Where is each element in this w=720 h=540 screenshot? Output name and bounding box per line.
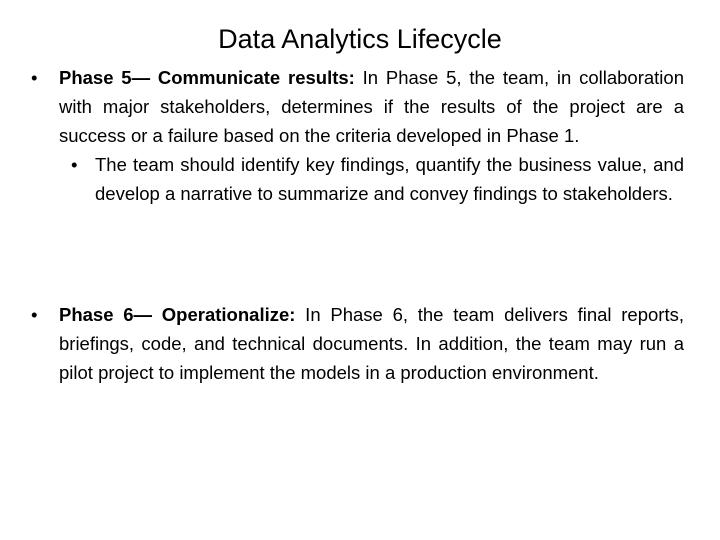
sub-bullet-key-findings — [71, 150, 684, 208]
bullet-marker: • — [31, 304, 38, 325]
bullet-text-phase-6: In Phase 6, the team delivers final reports, briefings, code, and technical documents. In addition, the team may run a pilot project to implement the models in a production environment. — [59, 304, 684, 383]
bullet-heading-phase-6: Phase 6— Operationalize: — [59, 304, 296, 325]
sub-bullet-marker: • — [71, 154, 78, 175]
bullet-phase-6 — [31, 300, 684, 387]
slide-title: Data Analytics Lifecycle — [218, 24, 502, 54]
sub-bullet-text-key-findings: The team should identify key findings, quantify the business value, and develop a narrative to summarize and convey findings to stakeholders. — [95, 154, 684, 204]
bullet-heading-phase-5: Phase 5— Communicate results: — [59, 67, 355, 88]
bullet-marker: • — [31, 67, 38, 88]
bullet-text-phase-5: In Phase 5, the team, in collaboration with major stakeholders, determines if the results of the project are a success or a failure based on the criteria developed in Phase 1. — [59, 67, 684, 146]
bullet-phase-5 — [31, 63, 684, 208]
